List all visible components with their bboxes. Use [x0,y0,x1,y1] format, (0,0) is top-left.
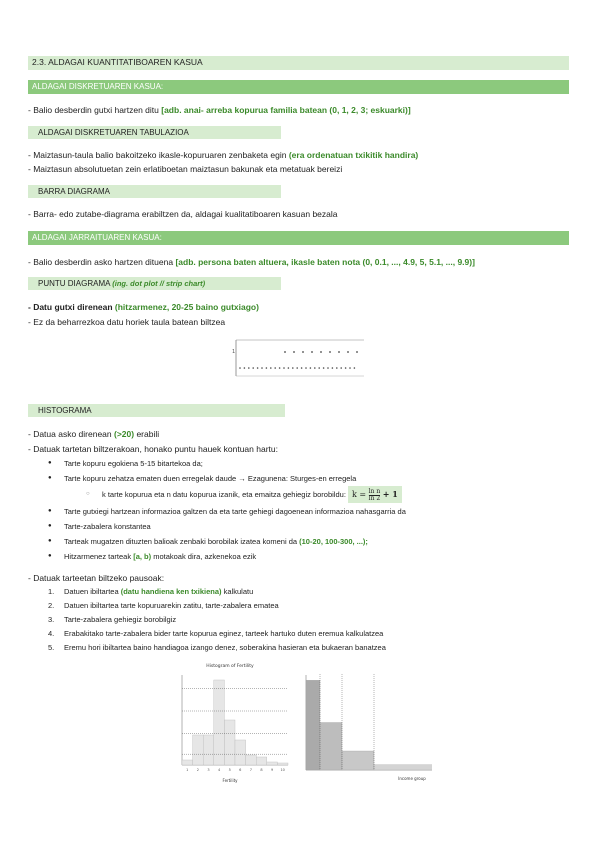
bullet-item-3: Tarte gutxiegi hartzean informazioa galtzen da eta tarte gehiegi dagoenean informazioa nahasgarria da [64,507,406,516]
discrete-heading-band [28,80,569,94]
dot-point [327,367,329,369]
discrete-tab-heading: ALDAGAI DISKRETUAREN TABULAZIOA [38,128,189,137]
histogram-bar [320,723,342,771]
tick-label: 4 [217,768,221,772]
continuous-heading-band [28,231,569,245]
dot-point [270,367,272,369]
dot-point [311,351,313,353]
bullet-icon: ● [48,475,52,481]
step-4: Erabakitako tarte-zabalera bider tarte kopurua eginez, tarteek hartuko duten eremua kalkulatzea [64,629,384,638]
histogram-line1: - Datua asko direnean (>20) erabili [28,429,160,439]
dot-point [354,367,356,369]
dot-point [274,367,276,369]
tick-label: 1 [186,768,189,772]
step-number: 4. [48,629,55,638]
dot-point [292,367,294,369]
histogram-bar [214,680,225,765]
bar-heading: BARRA DIAGRAMA [38,187,111,196]
tick-label: 9 [270,768,274,772]
chart-title: Histogram of Fertility [206,664,254,669]
step-5: Eremu hori ibiltartea baino handiagoa izango denez, soberakina hasieran eta bukaeran banatzea [64,643,386,652]
dot-point [261,367,263,369]
discrete-desc: - Balio desberdin gutxi hartzen ditu [adb. anai- arreba kopurua familia batean (0, 1, 2, 3; eskuarki)] [28,105,411,115]
dot-point [329,351,331,353]
histogram-line2: - Datuak tartetan biltzerakoan, honako puntu hauek kontuan hartu: [28,444,278,454]
steps-intro: - Datuak tarteetan biltzeko pausoak: [28,573,165,583]
dot-point [332,367,334,369]
dot-point [293,351,295,353]
dot-point [314,367,316,369]
histogram-chart-income [300,670,432,785]
dot-point [323,367,325,369]
dot-heading-sub: (ing. dot plot // strip chart) [112,279,206,288]
bullet-item-6: Hitzarmenez tarteak [a, b) motakoak dira, azkenekoa ezik [64,552,257,561]
dot-point [349,367,351,369]
bar-line: - Barra- edo zutabe-diagrama erabiltzen da, aldagai kualitatiboaren kasuan bezala [28,209,338,219]
dot-point [257,367,259,369]
discrete-tab-line2: - Maiztasun absolutuetan zein erlatiboetan maiztasun bakunak eta metatuak bereizi [28,164,343,174]
dot-line2: - Ez da beharrezkoa datu horiek taula batean biltzea [28,317,226,327]
dot-point [266,367,268,369]
histogram-heading-band [28,404,285,417]
dot-point [248,367,250,369]
histogram-bar [182,760,193,765]
histogram-bar [246,755,257,765]
histogram-bar [306,680,320,770]
step-2: Datuen ibiltartea tarte kopuruarekin zatitu, tarte-zabalera ematea [64,601,279,610]
dot-point [336,367,338,369]
sturges-formula: k = $\frac{\text{ln n}}{\ln 2}$ + 1 [348,486,402,503]
bullet-icon: ● [48,460,52,466]
step-number: 5. [48,643,55,652]
tick-label: 3 [207,768,210,772]
tick-label: 5 [228,768,231,772]
dot-point [338,351,340,353]
histogram-chart-fertility [168,660,293,785]
bar-heading-band [28,185,281,198]
dot-point [252,367,254,369]
bullet-icon: ● [48,523,52,529]
discrete-heading: ALDAGAI DISKRETUAREN KASUA: [32,82,164,91]
dot-point [288,367,290,369]
dot-point [279,367,281,369]
dot-row-top [284,351,358,353]
dot-plot-figure [230,336,370,388]
histogram-bar [267,762,278,765]
continuous-desc: - Balio desberdin asko hartzen dituena [adb. persona baten altuera, ikasle baten nota (0, 0.1, ..., 4.9, 5, 5.1, ..., 9.9)] [28,257,475,267]
continuous-heading: ALDAGAI JARRAITUAREN KASUA: [32,233,162,242]
dot-point [296,367,298,369]
dot-point [340,367,342,369]
dot-heading-band [28,277,281,290]
sub-bullet-icon: ○ [86,491,90,497]
discrete-tab-heading-band [28,126,281,139]
dot-line1: - Datu gutxi direnean (hitzarmenez, 20-25 baino gutxiago) [28,302,259,312]
histogram-bar [193,735,204,765]
dot-point [283,367,285,369]
dot-heading: PUNTU DIAGRAMA [38,279,111,288]
x-axis-label: Fertility [222,778,238,783]
step-1: Datuen ibiltartea (datu handiena ken txikiena) kalkulatu [64,587,254,596]
dot-point [284,351,286,353]
histogram-bar [256,757,267,765]
dot-point [305,367,307,369]
dot-point [318,367,320,369]
step-3: Tarte-zabalera gehiegiz borobilgiz [64,615,177,624]
dot-point [345,367,347,369]
svg-text:1: 1 [232,349,236,355]
dot-point [356,351,358,353]
bullet-icon: ● [48,553,52,559]
histogram-bar [235,740,246,765]
bullet-item-4: Tarte-zabalera konstantea [64,522,151,531]
bullet-item-5: Tarteak mugatzen dituzten balioak zenbaki borobilak izatea komeni da (10-20, 100-300, ...); [64,537,368,546]
step-number: 2. [48,601,55,610]
bullet-item-2: Tarte kopuru zehatza ematen duen erregelak daude → Ezagunena: Sturges-en erregela [64,474,357,483]
bullet-icon: ● [48,538,52,544]
step-number: 1. [48,587,55,596]
dot-point [302,351,304,353]
discrete-tab-line1: - Maiztasun-taula balio bakoitzeko ikasle-kopuruaren zenbaketa egin (era ordenatuan txikitik handira) [28,150,419,160]
sub-bullet-item: k tarte kopurua eta n datu kopurua izanik, eta emaitza gehiegiz borobildu: k = $\frac{\text{ln n}}{\ln 2}$ + 1 [102,486,402,503]
section-title: 2.3. ALDAGAI KUANTITATIBOAREN KASUA [32,57,203,67]
dot-point [301,367,303,369]
histogram-bar [277,763,288,765]
x-axis-label: Income group [398,776,426,781]
histogram-bar [224,720,235,765]
histogram-bar [203,735,214,765]
dot-point [244,367,246,369]
dot-point [347,351,349,353]
histogram-bar [342,751,374,770]
section-title-band [28,56,569,70]
histogram-bar [374,765,432,770]
tick-label: 2 [196,768,200,772]
tick-label: 6 [239,768,242,772]
bullet-icon: ● [48,508,52,514]
dot-point [239,367,241,369]
dot-point [320,351,322,353]
dot-row-bottom [239,367,355,369]
step-number: 3. [48,615,55,624]
tick-label: 7 [249,768,253,772]
dot-point [310,367,312,369]
bullet-item-1: Tarte kopuru egokiena 5-15 bitartekoa da; [64,459,203,468]
histogram-heading: HISTOGRAMA [38,406,92,415]
tick-label: 10 [280,768,285,772]
tick-label: 8 [260,768,263,772]
